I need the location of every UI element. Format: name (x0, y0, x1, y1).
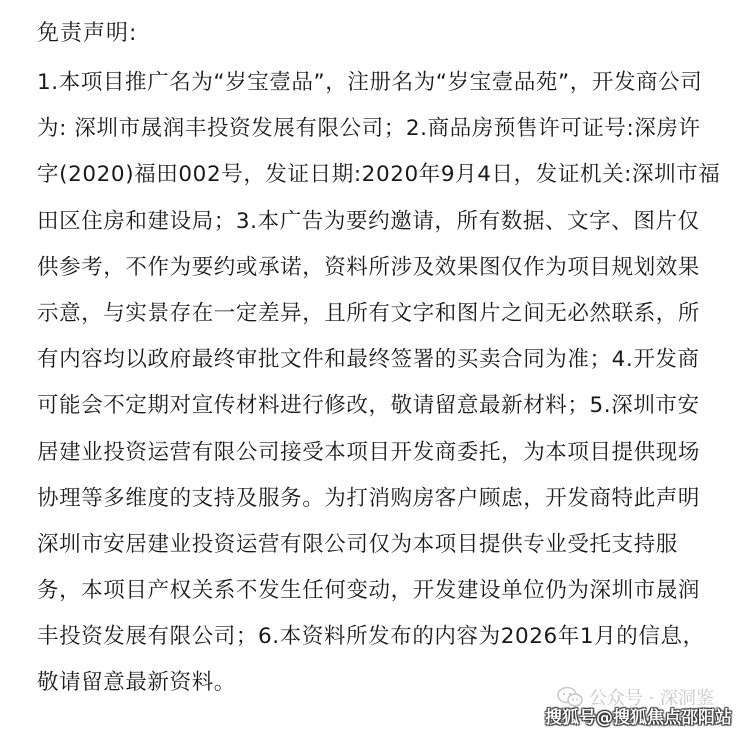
disclaimer-heading: 免责声明: (37, 21, 138, 46)
disclaimer-line: 示意，与实景存在一定差异，且所有文字和图片之间无必然联系，所 (37, 300, 701, 326)
sohu-site-watermark: 搜狐号@搜狐焦点邵阳站 (545, 708, 732, 728)
disclaimer-line: 字(2020)福田002号，发证日期:2020年9月4日，发证机关:深圳市福 (37, 162, 721, 188)
disclaimer-line: 深圳市安居建业投资运营有限公司仅为本项目提供专业受托支持服 (37, 531, 678, 557)
disclaimer-line: 1.本项目推广名为“岁宝壹品”，注册名为“岁宝壹品苑”，开发商公司 (37, 70, 703, 95)
disclaimer-line: 可能会不定期对宣传材料进行修改，敬请留意最新材料；5.深圳市安 (37, 393, 700, 419)
disclaimer-line: 田区住房和建设局；3.本广告为要约邀请，所有数据、文字、图片仅 (37, 208, 700, 234)
disclaimer-line: 居建业投资运营有限公司接受本项目开发商委托，为本项目提供现场 (37, 439, 701, 465)
disclaimer-line: 敬请留意最新资料。 (37, 670, 236, 696)
watermark-label: 公众号 · 深洞鉴 (588, 688, 714, 709)
disclaimer-line: 有内容均以政府最终审批文件和最终签署的买卖合同为准；4.开发商 (37, 347, 700, 373)
disclaimer-line: 丰投资发展有限公司；6.本资料所发布的内容为2026年1月的信息， (37, 624, 705, 650)
disclaimer-line: 供参考，不作为要约或承诺，资料所涉及效果图仅作为项目规划效果 (37, 254, 701, 280)
disclaimer-line: 务，本项目产权关系不发生任何变动，开发建设单位仍为深圳市晟润 (37, 578, 701, 604)
disclaimer-line: 为: 深圳市晟润丰投资发展有限公司；2.商品房预售许可证号:深房许 (37, 116, 701, 142)
disclaimer-body (37, 60, 727, 707)
disclaimer-line: 协理等多维度的支持及服务。为打消购房客户顾虑，开发商特此声明 (37, 485, 701, 511)
